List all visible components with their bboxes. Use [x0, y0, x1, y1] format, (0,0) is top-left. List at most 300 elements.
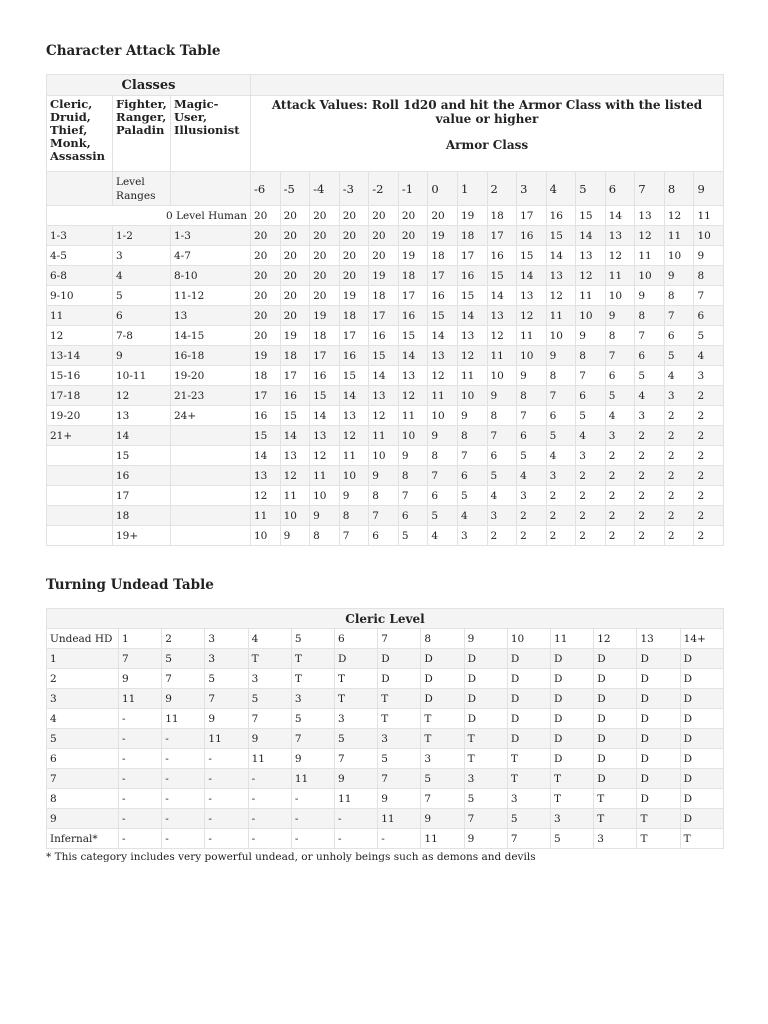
attack-value-cell: 6 [546, 406, 576, 426]
turning-result-cell: 9 [162, 689, 205, 709]
turning-result-cell: D [637, 649, 680, 669]
attack-value-cell: 5 [398, 526, 428, 546]
attack-value-cell: 2 [605, 486, 635, 506]
cleric-level-header-cell: 12 [594, 629, 637, 649]
turning-result-cell: D [637, 769, 680, 789]
armor-class-header: 1 [457, 172, 487, 206]
armor-class-header: -5 [280, 172, 310, 206]
table-row [47, 366, 724, 386]
attack-value-cell: 2 [664, 426, 694, 446]
cleric-level-header-cell: 5 [291, 629, 334, 649]
turning-result-cell: 9 [464, 829, 507, 849]
table-row [47, 426, 724, 446]
attack-value-cell: 14 [280, 426, 310, 446]
attack-value-cell: 19 [428, 226, 458, 246]
attack-value-cell: 19 [310, 306, 340, 326]
turning-result-cell: D [421, 669, 464, 689]
turning-result-cell: - [205, 789, 248, 809]
attack-value-cell: 19 [369, 266, 399, 286]
attack-value-cell: 16 [251, 406, 281, 426]
attack-value-cell: 2 [694, 526, 724, 546]
attack-value-cell: 20 [339, 226, 369, 246]
attack-value-cell: 8 [398, 466, 428, 486]
undead-hd-label: Undead HD [47, 629, 119, 649]
table-row [47, 446, 724, 466]
turning-result-cell: 3 [594, 829, 637, 849]
attack-value-cell: 15 [517, 246, 547, 266]
turning-result-cell: T [594, 809, 637, 829]
cleric-level-cell [47, 486, 113, 506]
turning-result-cell: T [594, 789, 637, 809]
attack-value-cell: 18 [457, 226, 487, 246]
turning-result-cell: T [551, 769, 594, 789]
table-row [47, 729, 724, 749]
cleric-level-header-cell: 3 [205, 629, 248, 649]
attack-value-cell: 6 [605, 366, 635, 386]
turning-result-cell: 9 [291, 749, 334, 769]
turning-result-cell: 9 [119, 669, 162, 689]
attack-value-cell: 17 [310, 346, 340, 366]
turning-result-cell: - [378, 829, 421, 849]
turning-result-cell: 5 [507, 809, 550, 829]
attack-value-cell: 15 [339, 366, 369, 386]
attack-value-cell: 10 [546, 326, 576, 346]
cleric-level-header-cell: 13 [637, 629, 680, 649]
cleric-level-cell [47, 446, 113, 466]
table-row [47, 306, 724, 326]
armor-class-header: 3 [517, 172, 547, 206]
attack-value-cell: 13 [251, 466, 281, 486]
turning-result-cell: 7 [421, 789, 464, 809]
attack-value-cell: 16 [487, 246, 517, 266]
attack-value-cell: 20 [280, 266, 310, 286]
undead-hd-cell: 6 [47, 749, 119, 769]
attack-value-cell: 5 [487, 466, 517, 486]
class-column-fighter: Fighter, Ranger, Paladin [113, 96, 171, 172]
turning-result-cell: D [551, 669, 594, 689]
turning-result-cell: D [378, 649, 421, 669]
level-ranges-spacer-2 [171, 172, 251, 206]
attack-value-cell: 17 [339, 326, 369, 346]
attack-value-cell: 15 [369, 346, 399, 366]
turning-result-cell: 3 [291, 689, 334, 709]
attack-value-cell: 10 [487, 366, 517, 386]
attack-value-cell: 18 [487, 206, 517, 226]
cleric-level-header-cell: 6 [335, 629, 378, 649]
attack-value-cell: 20 [310, 226, 340, 246]
attack-value-cell: 9 [310, 506, 340, 526]
attack-value-cell: 2 [694, 486, 724, 506]
turning-result-cell: - [119, 749, 162, 769]
cleric-level-cell: 19-20 [47, 406, 113, 426]
armor-class-header: -6 [251, 172, 281, 206]
turning-result-cell: T [421, 709, 464, 729]
turning-result-cell: T [291, 649, 334, 669]
attack-value-cell: 16 [369, 326, 399, 346]
attack-value-cell: 13 [546, 266, 576, 286]
attack-value-cell: 6 [369, 526, 399, 546]
turning-result-cell: - [119, 789, 162, 809]
attack-value-cell: 15 [487, 266, 517, 286]
attack-value-cell: 20 [251, 266, 281, 286]
turning-result-cell: 7 [335, 749, 378, 769]
fighter-level-cell: 17 [113, 486, 171, 506]
attack-value-cell: 15 [310, 386, 340, 406]
attack-value-cell: 12 [546, 286, 576, 306]
magic-user-level-cell: 16-18 [171, 346, 251, 366]
attack-value-cell: 20 [310, 246, 340, 266]
level-ranges-spacer [47, 172, 113, 206]
cleric-level-cell: 1-3 [47, 226, 113, 246]
attack-value-cell: 12 [576, 266, 606, 286]
turning-result-cell: - [248, 769, 291, 789]
attack-value-cell: 12 [428, 366, 458, 386]
cleric-level-header-cell: 10 [507, 629, 550, 649]
fighter-level-cell: 4 [113, 266, 171, 286]
attack-value-cell: 20 [280, 226, 310, 246]
attack-value-cell: 13 [487, 306, 517, 326]
attack-value-cell: 17 [398, 286, 428, 306]
turning-result-cell: D [680, 689, 723, 709]
turning-undead-title: Turning Undead Table [46, 577, 214, 593]
attack-value-cell: 11 [605, 266, 635, 286]
turning-result-cell: 7 [507, 829, 550, 849]
turning-result-cell: - [205, 769, 248, 789]
attack-value-cell: 8 [664, 286, 694, 306]
turning-result-cell: 7 [205, 689, 248, 709]
attack-value-cell: 2 [664, 506, 694, 526]
turning-result-cell: - [205, 809, 248, 829]
fighter-level-cell: 9 [113, 346, 171, 366]
cleric-level-header-cell: 8 [421, 629, 464, 649]
attack-value-cell: 8 [605, 326, 635, 346]
attack-value-cell: 8 [339, 506, 369, 526]
attack-value-cell: 13 [605, 226, 635, 246]
attack-value-cell: 9 [546, 346, 576, 366]
attack-value-cell: 2 [605, 526, 635, 546]
attack-value-cell: 15 [280, 406, 310, 426]
attack-value-cell: 20 [251, 286, 281, 306]
attack-value-cell: 20 [369, 206, 399, 226]
attack-value-cell: 5 [546, 426, 576, 446]
attack-value-cell: 11 [694, 206, 724, 226]
attack-value-cell: 16 [457, 266, 487, 286]
turning-result-cell: T [637, 809, 680, 829]
turning-result-cell: 3 [421, 749, 464, 769]
attack-value-cell: 4 [664, 366, 694, 386]
turning-result-cell: 3 [464, 769, 507, 789]
attack-value-cell: 3 [694, 366, 724, 386]
turning-result-cell: T [680, 829, 723, 849]
turning-result-cell: - [119, 709, 162, 729]
attack-value-cell: 16 [339, 346, 369, 366]
turning-result-cell: T [507, 749, 550, 769]
attack-value-cell: 5 [605, 386, 635, 406]
attack-value-cell: 20 [310, 206, 340, 226]
turning-result-cell: 7 [291, 729, 334, 749]
table-row [47, 749, 724, 769]
turning-result-cell: D [637, 669, 680, 689]
turning-result-cell: 11 [248, 749, 291, 769]
attack-value-cell: 4 [576, 426, 606, 446]
attack-value-cell: 18 [398, 266, 428, 286]
attack-value-cell: 7 [339, 526, 369, 546]
attack-value-cell: 14 [398, 346, 428, 366]
turning-result-cell: D [464, 649, 507, 669]
attack-value-cell: 11 [428, 386, 458, 406]
cleric-level-header-cell: 9 [464, 629, 507, 649]
attack-value-cell: 2 [694, 466, 724, 486]
armor-class-header: 9 [694, 172, 724, 206]
attack-value-cell: 2 [635, 426, 665, 446]
attack-value-cell: 13 [369, 386, 399, 406]
attack-value-cell: 6 [457, 466, 487, 486]
attack-value-cell: 18 [280, 346, 310, 366]
armor-class-header: -3 [339, 172, 369, 206]
turning-result-cell: D [507, 649, 550, 669]
turning-result-cell: D [551, 729, 594, 749]
undead-hd-cell: 9 [47, 809, 119, 829]
attack-value-cell: 9 [398, 446, 428, 466]
turning-result-cell: D [637, 689, 680, 709]
attack-value-cell: 17 [428, 266, 458, 286]
attack-value-cell: 8 [369, 486, 399, 506]
table-row [47, 789, 724, 809]
cleric-level-header-cell: 7 [378, 629, 421, 649]
cleric-level-cell: 4-5 [47, 246, 113, 266]
attack-value-cell: 11 [487, 346, 517, 366]
attack-value-cell: 16 [546, 206, 576, 226]
attack-value-cell: 12 [339, 426, 369, 446]
attack-value-cell: 20 [398, 206, 428, 226]
armor-class-header: 2 [487, 172, 517, 206]
turning-result-cell: 5 [378, 749, 421, 769]
turning-result-cell: D [464, 669, 507, 689]
attack-table-title: Character Attack Table [46, 43, 221, 59]
cleric-level-header-cell: 14+ [680, 629, 723, 649]
cleric-level-cell: 6-8 [47, 266, 113, 286]
table-row [47, 466, 724, 486]
table-row [47, 526, 724, 546]
fighter-level-cell: 5 [113, 286, 171, 306]
turning-result-cell: D [594, 769, 637, 789]
turning-result-cell: D [680, 789, 723, 809]
turning-result-cell: 5 [464, 789, 507, 809]
turning-result-cell: - [248, 809, 291, 829]
turning-result-cell: - [162, 769, 205, 789]
attack-value-cell: 2 [605, 466, 635, 486]
attack-value-cell: 19 [398, 246, 428, 266]
attack-value-cell: 13 [457, 326, 487, 346]
armor-class-header: -1 [398, 172, 428, 206]
turning-result-cell: - [162, 829, 205, 849]
attack-value-cell: 16 [398, 306, 428, 326]
attack-value-cell: 20 [339, 206, 369, 226]
attack-value-cell: 10 [428, 406, 458, 426]
cleric-level-cell: 12 [47, 326, 113, 346]
attack-value-cell: 9 [428, 426, 458, 446]
attack-value-cell: 20 [369, 246, 399, 266]
turning-result-cell: D [507, 709, 550, 729]
attack-value-cell: 3 [576, 446, 606, 466]
table-row [47, 769, 724, 789]
attack-value-cell: 12 [398, 386, 428, 406]
attack-value-cell: 20 [251, 206, 281, 226]
attack-value-cell: 16 [517, 226, 547, 246]
turning-result-cell: T [464, 729, 507, 749]
attack-value-cell: 15 [398, 326, 428, 346]
attack-value-cell: 7 [369, 506, 399, 526]
attack-value-cell: 11 [517, 326, 547, 346]
attack-value-cell: 2 [664, 486, 694, 506]
attack-value-cell: 2 [694, 386, 724, 406]
attack-value-cell: 20 [310, 286, 340, 306]
attack-value-cell: 13 [280, 446, 310, 466]
undead-hd-cell: Infernal* [47, 829, 119, 849]
attack-value-cell: 14 [339, 386, 369, 406]
cleric-level-cell: 21+ [47, 426, 113, 446]
attack-value-cell: 6 [635, 346, 665, 366]
attack-value-cell: 15 [546, 226, 576, 246]
attack-value-cell: 11 [576, 286, 606, 306]
attack-value-cell: 6 [398, 506, 428, 526]
attack-value-cell: 6 [517, 426, 547, 446]
cleric-level-cell: 9-10 [47, 286, 113, 306]
turning-result-cell: - [291, 829, 334, 849]
fighter-level-cell: 14 [113, 426, 171, 446]
attack-value-cell: 7 [694, 286, 724, 306]
cleric-level-header-cell: 1 [119, 629, 162, 649]
attack-value-cell: 13 [398, 366, 428, 386]
turning-result-cell: - [335, 829, 378, 849]
turning-result-cell: T [637, 829, 680, 849]
attack-value-cell: 2 [664, 406, 694, 426]
attack-value-cell: 6 [428, 486, 458, 506]
undead-hd-cell: 1 [47, 649, 119, 669]
attack-value-cell: 14 [605, 206, 635, 226]
attack-value-cell: 11 [339, 446, 369, 466]
turning-result-cell: T [335, 669, 378, 689]
table-row [47, 346, 724, 366]
fighter-level-cell: 19+ [113, 526, 171, 546]
attack-value-cell: 10 [280, 506, 310, 526]
armor-class-header: 6 [605, 172, 635, 206]
undead-hd-cell: 5 [47, 729, 119, 749]
level-ranges-label: Level Ranges [113, 172, 171, 206]
attack-value-cell: 5 [635, 366, 665, 386]
attack-value-cell: 15 [457, 286, 487, 306]
attack-value-cell: 3 [605, 426, 635, 446]
turning-result-cell: D [594, 749, 637, 769]
turning-result-cell: D [680, 649, 723, 669]
cleric-level-cell [47, 506, 113, 526]
attack-value-cell: 11 [369, 426, 399, 446]
turning-result-cell: 11 [291, 769, 334, 789]
attack-value-cell: 15 [576, 206, 606, 226]
magic-user-level-cell [171, 506, 251, 526]
attack-value-cell: 20 [310, 266, 340, 286]
class-column-cleric: Cleric, Druid, Thief, Monk, Assassin [47, 96, 113, 172]
armor-class-header: 5 [576, 172, 606, 206]
turning-result-cell: T [378, 689, 421, 709]
turning-result-cell: 7 [464, 809, 507, 829]
turning-result-cell: - [119, 829, 162, 849]
turning-result-cell: - [291, 789, 334, 809]
attack-value-cell: 9 [280, 526, 310, 546]
magic-user-level-cell: 4-7 [171, 246, 251, 266]
footnote: * This category includes very powerful undead, or unholy beings such as demons and devils [46, 851, 536, 863]
attack-value-cell: 18 [251, 366, 281, 386]
magic-user-level-cell: 11-12 [171, 286, 251, 306]
attack-value-cell: 3 [457, 526, 487, 546]
turning-result-cell: - [119, 809, 162, 829]
attack-value-cell: 20 [280, 246, 310, 266]
turning-result-cell: 11 [421, 829, 464, 849]
attack-value-cell: 12 [369, 406, 399, 426]
magic-user-level-cell [171, 486, 251, 506]
zero-level-human-label: 0 Level Human [47, 206, 251, 226]
attack-value-cell: 4 [428, 526, 458, 546]
attack-value-cell: 2 [546, 506, 576, 526]
attack-value-cell: 10 [369, 446, 399, 466]
attack-value-cell: 12 [487, 326, 517, 346]
turning-result-cell: D [680, 729, 723, 749]
attack-values-text: Attack Values: Roll 1d20 and hit the Armor Class with the listed value or higher [271, 98, 703, 126]
attack-value-cell: 12 [664, 206, 694, 226]
turning-result-cell: 3 [378, 729, 421, 749]
attack-value-cell: 6 [576, 386, 606, 406]
attack-value-cell: 7 [576, 366, 606, 386]
turning-result-cell: 9 [248, 729, 291, 749]
magic-user-level-cell: 8-10 [171, 266, 251, 286]
turning-result-cell: D [680, 669, 723, 689]
attack-value-cell: 5 [457, 486, 487, 506]
table-row [47, 246, 724, 266]
turning-result-cell: D [680, 749, 723, 769]
attack-value-cell: 10 [398, 426, 428, 446]
attack-value-cell: 13 [339, 406, 369, 426]
attack-value-cell: 19 [339, 286, 369, 306]
attack-value-cell: 10 [576, 306, 606, 326]
attack-value-cell: 9 [487, 386, 517, 406]
attack-value-cell: 2 [635, 446, 665, 466]
turning-result-cell: 3 [248, 669, 291, 689]
attack-value-cell: 12 [517, 306, 547, 326]
attack-value-cell: 5 [517, 446, 547, 466]
attack-value-cell: 14 [576, 226, 606, 246]
turning-result-cell: 5 [551, 829, 594, 849]
turning-result-cell: D [594, 709, 637, 729]
turning-result-cell: - [205, 829, 248, 849]
attack-value-cell: 14 [369, 366, 399, 386]
turning-result-cell: 5 [162, 649, 205, 669]
attack-value-cell: 2 [664, 466, 694, 486]
magic-user-level-cell: 19-20 [171, 366, 251, 386]
attack-value-cell: 9 [517, 366, 547, 386]
attack-value-cell: 10 [605, 286, 635, 306]
turning-result-cell: 11 [378, 809, 421, 829]
attack-value-cell: 11 [398, 406, 428, 426]
attack-value-cell: 2 [576, 506, 606, 526]
turning-result-cell: D [464, 709, 507, 729]
attack-value-cell: 10 [517, 346, 547, 366]
attack-value-cell: 3 [487, 506, 517, 526]
attack-value-cell: 20 [251, 226, 281, 246]
attack-value-cell: 2 [605, 446, 635, 466]
fighter-level-cell: 10-11 [113, 366, 171, 386]
magic-user-level-cell: 21-23 [171, 386, 251, 406]
turning-result-cell: D [551, 749, 594, 769]
